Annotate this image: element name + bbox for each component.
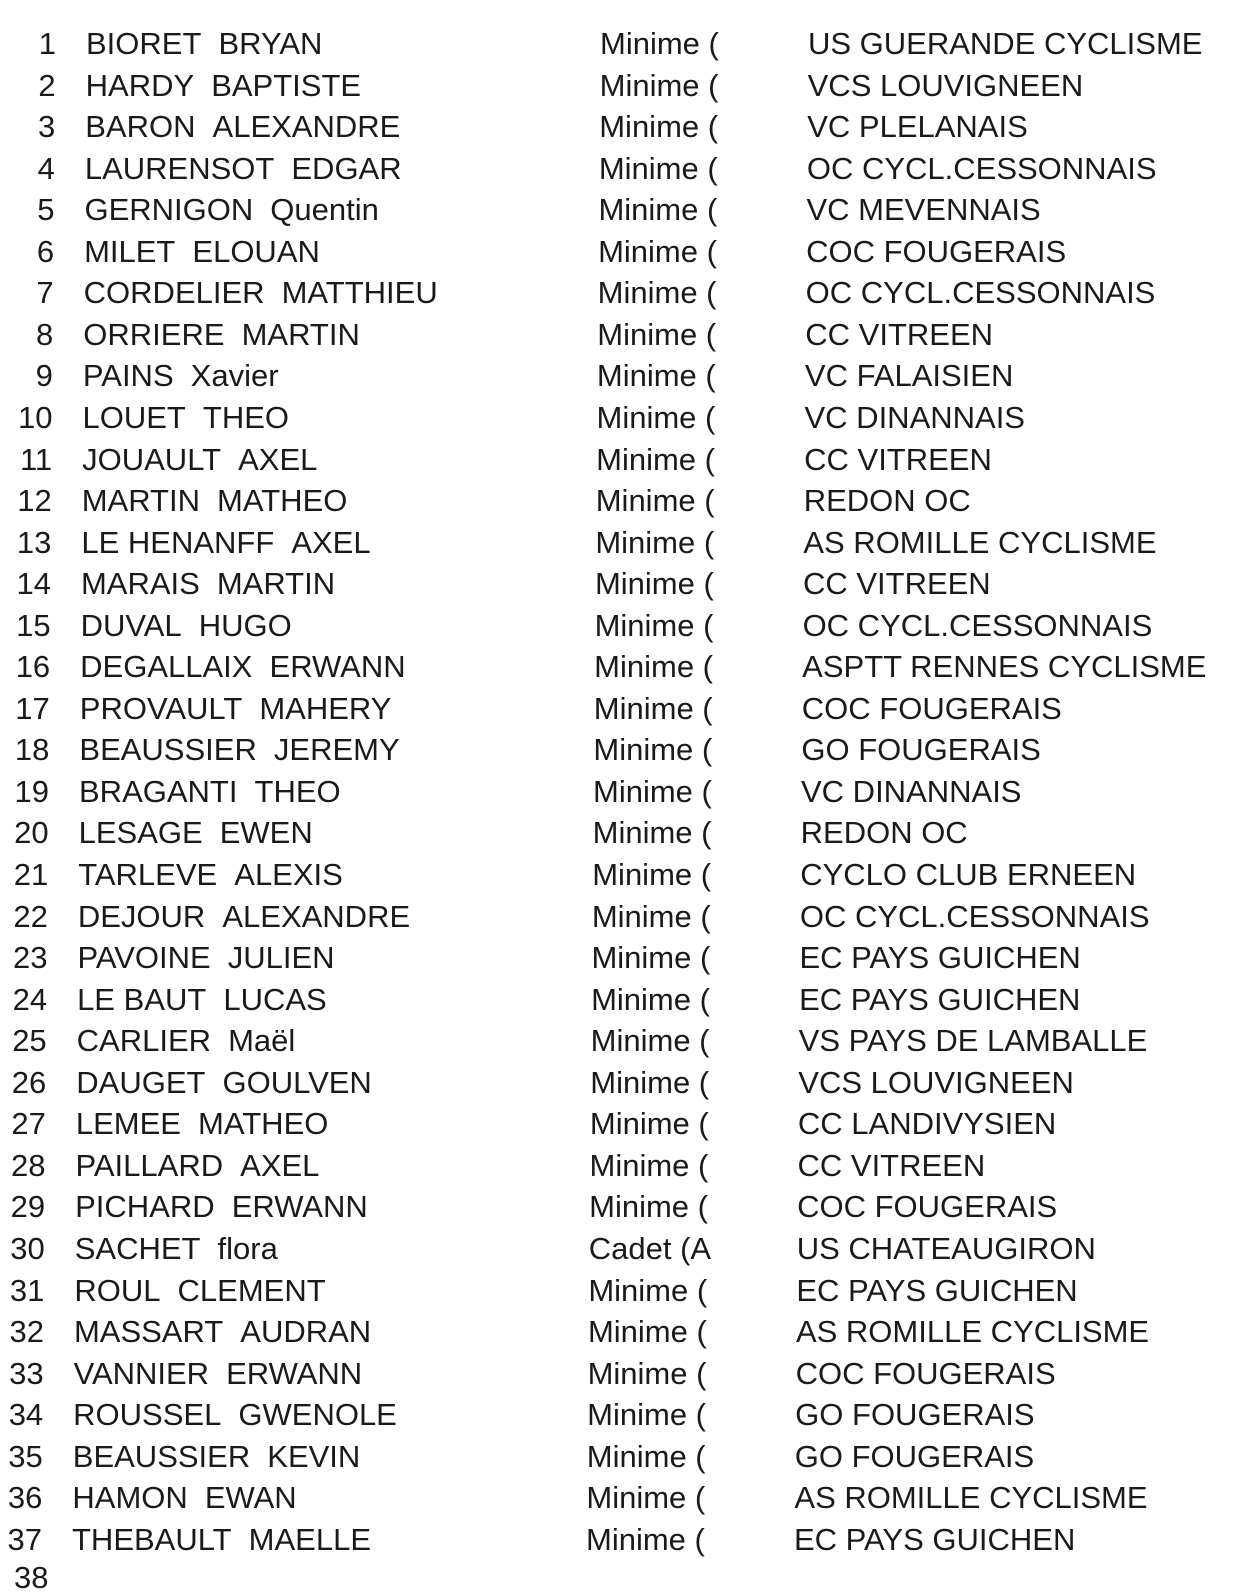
first-name: AXEL (291, 524, 371, 560)
bib-number: 8 (36, 316, 54, 352)
last-name: DEGALLAIX (80, 649, 253, 685)
category: Minime ( (595, 524, 715, 560)
club-name: OC CYCL.CESSONNAIS (799, 898, 1150, 934)
club-name: VS PAYS DE LAMBALLE (798, 1023, 1148, 1059)
entry-row (0, 1146, 1224, 1186)
bib-number: 13 (16, 524, 52, 560)
last-name: BIORET (86, 26, 202, 61)
entry-row (0, 232, 1232, 272)
bib-number: 29 (10, 1189, 46, 1225)
category: Minime ( (589, 1106, 709, 1142)
rider-name (74, 1312, 371, 1352)
bib-number: 34 (8, 1397, 44, 1433)
bib-number: 14 (16, 566, 51, 602)
club-name: US CHATEAUGIRON (796, 1230, 1096, 1266)
bib-number: 35 (8, 1438, 43, 1474)
first-name: ALEXIS (234, 857, 343, 892)
first-name: HUGO (198, 607, 292, 643)
category: Minime ( (593, 690, 713, 726)
first-name: AXEL (240, 1147, 320, 1183)
first-name: EDGAR (291, 150, 402, 186)
last-name: MASSART (73, 1314, 224, 1350)
rider-name (74, 1271, 325, 1311)
first-name: KEVIN (267, 1438, 361, 1474)
entry-row (0, 440, 1230, 480)
category: Minime ( (596, 399, 716, 435)
rider-name (85, 149, 402, 189)
entry-row (0, 356, 1231, 396)
rider-name (75, 1229, 278, 1269)
last-name: LE HENANFF (81, 524, 275, 560)
bib-number: 11 (19, 441, 53, 477)
last-name: MILET (84, 233, 176, 269)
club-name: OC CYCL.CESSONNAIS (802, 607, 1153, 643)
club-name: COC FOUGERAIS (801, 690, 1062, 726)
last-name: THEBAULT (72, 1521, 232, 1557)
club-name: OC CYCL.CESSONNAIS (805, 275, 1156, 311)
entry-row (0, 1395, 1221, 1435)
entry-row (0, 1021, 1225, 1061)
last-name: BEAUSSIER (72, 1438, 251, 1474)
category: Minime ( (594, 649, 714, 685)
bib-number: 9 (35, 358, 53, 394)
last-name: SACHET (74, 1230, 201, 1266)
first-name: THEO (202, 399, 290, 435)
club-name: VC MEVENNAIS (806, 192, 1041, 228)
entry-row (0, 24, 1234, 64)
club-name: EC PAYS GUICHEN (799, 981, 1081, 1017)
bib-number: 23 (12, 940, 48, 976)
last-name: HAMON (72, 1480, 188, 1516)
club-name: COC FOUGERAIS (806, 233, 1067, 269)
first-name: CLEMENT (177, 1272, 326, 1308)
last-name: ROUL (74, 1272, 161, 1308)
entry-row (0, 772, 1227, 812)
category: Minime ( (589, 1147, 709, 1183)
first-name: GWENOLE (238, 1397, 397, 1433)
first-name: Xavier (190, 358, 279, 394)
club-name: COC FOUGERAIS (797, 1189, 1058, 1225)
last-name: MARAIS (80, 566, 200, 602)
club-name: AS ROMILLE CYCLISME (795, 1314, 1150, 1350)
club-name: EC PAYS GUICHEN (796, 1272, 1078, 1308)
entry-row (0, 564, 1229, 604)
club-name: US GUERANDE CYCLISME (808, 26, 1203, 61)
last-name: PAINS (82, 358, 174, 394)
last-name: DUVAL (80, 607, 182, 643)
category: Minime ( (591, 898, 711, 934)
entry-row (0, 813, 1227, 853)
club-name: VCS LOUVIGNEEN (798, 1064, 1074, 1100)
rider-name (83, 398, 290, 438)
bib-number: 36 (7, 1480, 43, 1516)
bib-number: 25 (12, 1023, 47, 1059)
bib-number: 31 (9, 1272, 45, 1308)
last-name: LAURENSOT (84, 150, 275, 186)
club-name: REDON OC (803, 483, 971, 519)
category: Minime ( (591, 981, 710, 1017)
entry-row (0, 1437, 1221, 1477)
club-name: REDON OC (800, 815, 968, 851)
club-name: VC FALAISIEN (804, 358, 1014, 394)
category: Minime ( (590, 1023, 710, 1059)
rider-name (78, 897, 410, 937)
entry-row (0, 1354, 1222, 1394)
entry-row (0, 855, 1226, 895)
club-name: GO FOUGERAIS (794, 1438, 1035, 1474)
last-name: GERNIGON (84, 192, 254, 228)
bib-number: 37 (7, 1521, 42, 1557)
last-name: VANNIER (73, 1355, 210, 1391)
bib-number: 7 (36, 275, 54, 311)
club-name: AS ROMILLE CYCLISME (803, 524, 1157, 560)
last-name: DAUGET (76, 1064, 206, 1100)
last-name: DEJOUR (77, 898, 206, 934)
category: Minime ( (597, 316, 717, 352)
club-name: OC CYCL.CESSONNAIS (806, 150, 1157, 186)
category: Minime ( (597, 275, 717, 311)
club-name: GO FOUGERAIS (795, 1397, 1035, 1433)
rider-name (72, 1478, 296, 1518)
club-name: VCS LOUVIGNEEN (807, 67, 1084, 103)
rider-name (81, 523, 370, 563)
first-name: Maël (228, 1023, 296, 1059)
bib-number: 6 (36, 233, 55, 269)
bib-number: 19 (14, 773, 49, 809)
category: Minime ( (589, 1189, 708, 1225)
club-name: CC VITREEN (805, 316, 994, 352)
entry-row (0, 273, 1232, 313)
bib-number: 21 (13, 857, 49, 892)
entry-row (0, 1312, 1222, 1352)
last-name: MARTIN (81, 483, 200, 519)
last-name: ROUSSEL (73, 1397, 222, 1433)
category: Minime ( (592, 857, 712, 892)
last-name: PROVAULT (79, 690, 243, 726)
category: Minime ( (586, 1521, 705, 1557)
bib-number: 32 (9, 1314, 44, 1350)
bib-number: 5 (37, 192, 55, 228)
category: Minime ( (586, 1438, 706, 1474)
entry-row (0, 481, 1230, 521)
cut-off-number: 38 (14, 1560, 49, 1595)
rider-name (78, 855, 343, 895)
rider-name (80, 689, 392, 729)
last-name: LEMEE (75, 1106, 181, 1142)
rider-name (80, 647, 405, 687)
club-name: AS ROMILLE CYCLISME (794, 1480, 1148, 1516)
entry-row (0, 1187, 1223, 1227)
cut-off-row-number (14, 1560, 54, 1595)
first-name: MARTIN (216, 566, 336, 602)
rider-name (76, 1104, 328, 1144)
entry-row (0, 1478, 1220, 1518)
first-name: BAPTISTE (211, 67, 362, 103)
bib-number: 20 (14, 815, 49, 851)
first-name: MAELLE (248, 1521, 372, 1557)
rider-name (81, 606, 292, 646)
club-name: COC FOUGERAIS (795, 1355, 1056, 1391)
entry-row (0, 315, 1231, 355)
bib-number: 15 (16, 607, 51, 643)
bib-number: 27 (11, 1106, 46, 1142)
rider-name (83, 315, 360, 355)
entry-row (0, 107, 1233, 147)
category: Minime ( (596, 441, 715, 477)
entry-row (0, 523, 1229, 563)
rider-name (79, 813, 313, 853)
first-name: EWAN (204, 1480, 297, 1516)
category: Minime ( (587, 1397, 707, 1433)
club-name: VC PLELANAIS (807, 109, 1028, 145)
club-name: EC PAYS GUICHEN (794, 1521, 1076, 1557)
category: Minime ( (595, 483, 715, 519)
category: Minime ( (599, 67, 719, 103)
entry-row (0, 897, 1226, 937)
entry-row (0, 689, 1228, 729)
club-name: EC PAYS GUICHEN (799, 940, 1081, 976)
category: Minime ( (600, 26, 719, 61)
rider-name (74, 1354, 363, 1394)
last-name: CORDELIER (83, 275, 265, 311)
entry-row (0, 1271, 1222, 1311)
bib-number: 17 (15, 690, 50, 726)
rider-name (84, 190, 378, 230)
entry-row (0, 606, 1229, 646)
first-name: THEO (254, 773, 341, 809)
first-name: MATHEO (198, 1106, 329, 1142)
bib-number: 12 (17, 483, 52, 519)
entry-row (0, 190, 1232, 230)
entry-row (0, 1063, 1224, 1103)
rider-name (86, 66, 361, 106)
entry-row (0, 66, 1234, 106)
category: Cadet (A (588, 1230, 712, 1266)
first-name: EWEN (219, 815, 313, 851)
last-name: LESAGE (78, 815, 203, 851)
rider-name (86, 24, 322, 64)
bib-number: 24 (12, 981, 48, 1017)
last-name: JOUAULT (82, 441, 222, 477)
category: Minime ( (596, 358, 716, 394)
category: Minime ( (593, 732, 713, 768)
first-name: AUDRAN (240, 1314, 372, 1350)
club-name: CC VITREEN (804, 441, 992, 477)
category: Minime ( (587, 1355, 707, 1391)
category: Minime ( (598, 233, 717, 269)
bib-number: 18 (14, 732, 50, 768)
entry-row (0, 1104, 1224, 1144)
category: Minime ( (593, 773, 712, 809)
rider-name (73, 1395, 397, 1435)
rider-name (84, 232, 320, 272)
rider-name (79, 772, 341, 812)
category: Minime ( (591, 940, 711, 976)
first-name: flora (217, 1230, 278, 1266)
category: Minime ( (599, 109, 719, 145)
bib-number: 16 (15, 649, 51, 685)
category: Minime ( (590, 1064, 710, 1100)
entry-row (0, 149, 1233, 189)
bib-number: 33 (9, 1355, 44, 1391)
entry-row (0, 1229, 1223, 1269)
rider-name (77, 938, 334, 978)
category: Minime ( (588, 1272, 708, 1308)
entry-row (0, 730, 1227, 770)
last-name: HARDY (85, 67, 195, 103)
first-name: Quentin (270, 192, 379, 228)
club-name: VC DINANNAIS (804, 399, 1025, 435)
last-name: BEAUSSIER (79, 732, 257, 768)
category: Minime ( (587, 1314, 707, 1350)
club-name: CC LANDIVYSIEN (797, 1106, 1057, 1142)
club-name: CC VITREEN (802, 566, 991, 602)
bib-number: 2 (38, 67, 56, 103)
category: Minime ( (598, 150, 718, 186)
entry-row (0, 398, 1231, 438)
rider-name (72, 1520, 371, 1560)
first-name: ERWANN (226, 1355, 363, 1391)
category: Minime ( (594, 566, 714, 602)
first-name: AXEL (238, 441, 318, 477)
first-name: ALEXANDRE (212, 109, 401, 145)
first-name: MATHEO (217, 483, 348, 519)
rider-name (76, 1063, 372, 1103)
first-name: LUCAS (223, 981, 327, 1017)
rider-name (84, 273, 438, 313)
rider-name (85, 107, 400, 147)
rider-name (76, 1146, 320, 1186)
category: Minime ( (586, 1480, 706, 1516)
category: Minime ( (592, 815, 712, 851)
first-name: ERWANN (231, 1189, 368, 1225)
rider-name (75, 1187, 368, 1227)
bib-number: 3 (37, 109, 56, 145)
first-name: ALEXANDRE (222, 898, 411, 934)
last-name: PAVOINE (77, 940, 211, 976)
bib-number: 30 (10, 1230, 45, 1266)
club-name: CC VITREEN (797, 1147, 986, 1183)
entry-row (0, 647, 1228, 687)
first-name: JULIEN (227, 940, 335, 976)
bib-number: 28 (11, 1147, 46, 1183)
first-name: MARTIN (241, 316, 360, 352)
last-name: PAILLARD (75, 1147, 224, 1183)
rider-name (81, 564, 335, 604)
first-name: ELOUAN (192, 233, 320, 269)
last-name: BRAGANTI (79, 773, 238, 809)
category: Minime ( (594, 607, 714, 643)
entry-row (0, 1520, 1220, 1560)
last-name: CARLIER (76, 1023, 212, 1059)
club-name: GO FOUGERAIS (801, 732, 1041, 768)
rider-name (77, 980, 327, 1020)
last-name: ORRIERE (83, 316, 225, 352)
first-name: MATTHIEU (281, 275, 438, 311)
bib-number: 1 (38, 26, 56, 61)
category: Minime ( (598, 192, 718, 228)
last-name: LOUET (82, 399, 186, 435)
first-name: BRYAN (218, 26, 323, 61)
rider-name (79, 730, 399, 770)
bib-number: 10 (18, 399, 53, 435)
club-name: ASPTT RENNES CYCLISME (802, 649, 1207, 685)
last-name: TARLEVE (78, 857, 218, 892)
first-name: GOULVEN (222, 1064, 372, 1100)
last-name: LE BAUT (77, 981, 207, 1017)
rider-name (77, 1021, 296, 1061)
bib-number: 4 (37, 150, 55, 186)
rider-name (83, 356, 279, 396)
first-name: MAHERY (259, 690, 392, 726)
last-name: BARON (85, 109, 196, 145)
rider-name (82, 440, 317, 480)
rider-name (73, 1437, 361, 1477)
club-name: CYCLO CLUB ERNEEN (800, 857, 1137, 892)
first-name: JEREMY (273, 732, 400, 768)
last-name: PICHARD (75, 1189, 215, 1225)
entry-row (0, 980, 1225, 1020)
club-name: VC DINANNAIS (801, 773, 1022, 809)
entry-row (0, 938, 1225, 978)
bib-number: 26 (11, 1064, 47, 1100)
first-name: ERWANN (269, 649, 406, 685)
bib-number: 22 (13, 898, 48, 934)
rider-name (82, 481, 348, 521)
